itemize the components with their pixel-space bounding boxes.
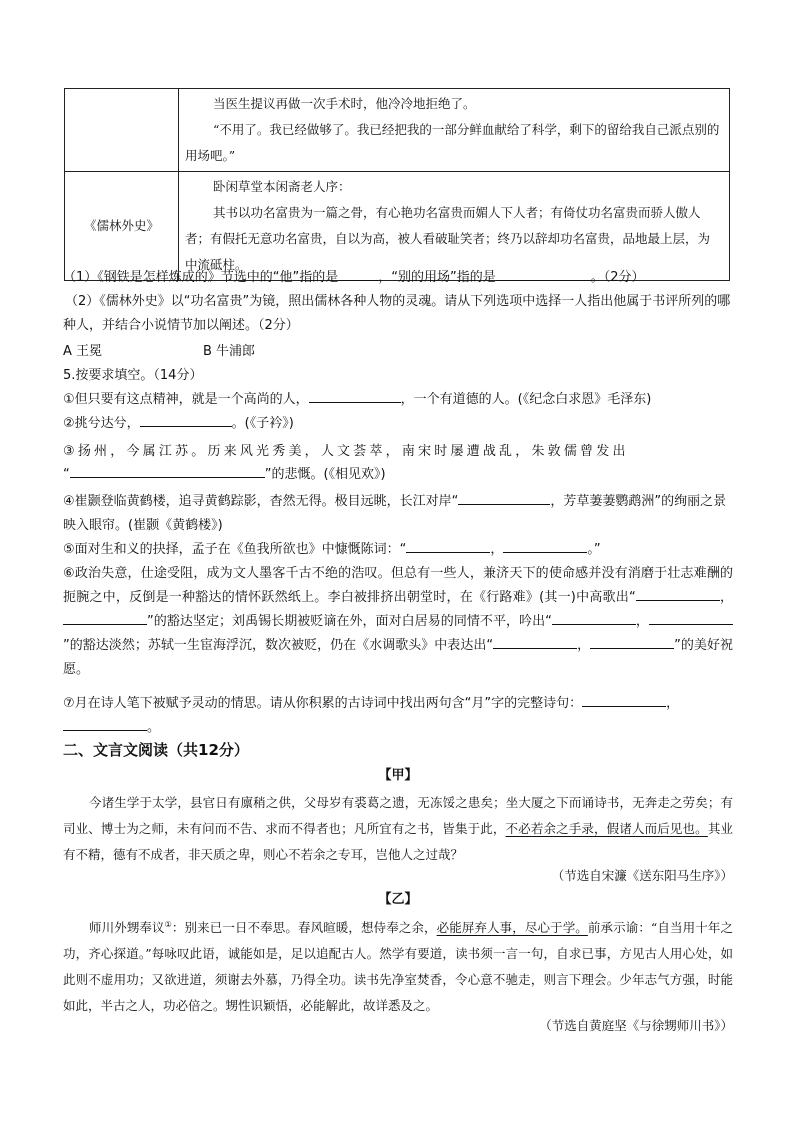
quote-line: “不用了。我已经做够了。我已经把我的一部分鲜血献给了科学，剩下的留给我自己派点别的用场吧。” xyxy=(185,122,720,163)
answer-blank[interactable] xyxy=(406,538,490,553)
q5-item2: ②挑兮达兮， 。(《子衿》) xyxy=(63,412,733,436)
answer-blank[interactable] xyxy=(552,610,636,625)
review-line: 其书以功名富贵为一篇之骨，有心艳功名富贵而媚人下人者；有倚仗功名富贵而骄人傲人者；有假托无意功名富贵，自以为高，被人看破耻笑者；终乃以辞却功名富贵，品地最上层，为中流砥柱。 xyxy=(185,205,711,272)
answer-blank[interactable] xyxy=(338,266,378,281)
table-row xyxy=(65,172,730,281)
review-line: 卧闲草堂本闲斋老人序： xyxy=(213,179,351,194)
q4-sub1: （1）《钢铁是怎样炼成的》节选中的“他”指的是 ，“别的用场”指的是 。（2分） xyxy=(63,266,733,290)
answer-blank[interactable] xyxy=(309,388,401,403)
answer-blank[interactable] xyxy=(582,692,666,707)
answer-blank[interactable] xyxy=(636,586,720,601)
q5-item7: ⑦月在诗人笔下被赋予灵动的情思。请从你积累的古诗词中找出两句含“月”字的完整诗句： ，。 xyxy=(63,692,733,740)
answer-blank[interactable] xyxy=(590,634,674,649)
answer-blank[interactable] xyxy=(649,610,733,625)
answer-blank[interactable] xyxy=(493,634,577,649)
answer-blank[interactable] xyxy=(503,538,587,553)
answer-blank[interactable] xyxy=(458,490,550,505)
answer-blank[interactable] xyxy=(63,716,147,731)
footnote-marker: ① xyxy=(164,920,172,929)
q5-item6: ⑥政治失意，仕途受阻，成为文人墨客千古不绝的浩叹。但总有一些人，兼济天下的使命感并没有消磨于壮志难酬的扼腕之中，反倒是一种豁达的情怀跃然纸上。李白被排挤出朝堂时，在《行路难》(其一)中高歌出“ ，”的豁达坚定；刘禹锡长期被贬谪在外，面对白居易的同情不平，吟出“ ，”的豁达淡然；苏轼一生宦海浮沉，数次被贬，仍在《水调歌头》中表达出“ ， ”的美好祝愿。 xyxy=(63,566,733,677)
table-cell-empty xyxy=(65,89,179,172)
book-quote-table xyxy=(64,88,730,281)
passage-yi: 师川外甥奉议①：别来已一日不奉思。春风暄暖，想侍奉之余，必能屏弃人事，尽心于学。前承示谕：“自当用十年之功，齐心探道。”每咏叹此语，诚能如是，足以追配古人。然学有要道，读书须一言一句，自求已事，方见古人用心处，如此则不虚用功；又欲进道，须谢去外慕，乃得全功。读书先净室焚香，令心意不驰走，则言下理会。少年志气方强，时能如此，半古之人，功必倍之。甥性识颖悟，必能解此，故详悉及之。 xyxy=(63,920,733,1014)
underlined-sentence: 不必若余之手录，假诸人而后见也。 xyxy=(505,821,708,836)
q5-item3-cont: “ ”的悲慨。(《相见欢》) xyxy=(63,463,733,487)
option-a[interactable]: A 王冕 xyxy=(63,344,103,359)
passage-title-yi: 【乙】 xyxy=(378,892,418,907)
section-heading: 二、文言文阅读（共12分） xyxy=(63,741,249,759)
answer-blank[interactable] xyxy=(63,610,147,625)
table-row xyxy=(65,89,730,172)
passage-jia-source: （节选自宋濂《送东阳马生序》） xyxy=(551,868,733,883)
q5-item4: ④崔颢登临黄鹤楼，追寻黄鹤踪影，杳然无得。极目远眺，长江对岸“ ，芳草萋萋鹦鹉洲”的绚丽之景映入眼帘。(崔颢《黄鹤楼》) xyxy=(63,490,733,538)
table-cell-review xyxy=(179,172,730,281)
passage-jia: 今诸生学于太学，县官日有廪稍之供，父母岁有裘葛之遗，无冻馁之患矣；坐大厦之下而诵诗书，无奔走之劳矣；有司业、博士为之师，未有问而不告、求而不得者也；凡所宜有之书，皆集于此，不必若余之手录，假诸人而后见也。其业有不精，德有不成者，非天质之卑，则心不若余之专耳，岂他人之过哉？ xyxy=(63,795,733,862)
q5-item5: ⑤面对生和义的抉择，孟子在《鱼我所欲也》中慷慨陈词：“ ， 。” xyxy=(63,538,733,562)
passage-yi-source: （节选自黄庭坚《与徐甥师川书》） xyxy=(539,1018,733,1033)
underlined-sentence: 必能屏弃人事，尽心于学。 xyxy=(436,920,588,936)
q5-title: 5.按要求填空。（14分） xyxy=(63,368,203,383)
table-cell-quote xyxy=(179,89,730,172)
q4-options xyxy=(63,340,733,364)
answer-blank[interactable] xyxy=(70,463,265,478)
passage-title-jia: 【甲】 xyxy=(378,768,418,783)
book-title: 《儒林外史》 xyxy=(65,172,179,281)
quote-line: 当医生提议再做一次手术时，他冷冷地拒绝了。 xyxy=(213,96,476,111)
option-b[interactable]: B 牛浦郎 xyxy=(203,344,256,359)
q5-item1: ①但只要有这点精神，就是一个高尚的人， ，一个有道德的人。(《纪念白求恩》毛泽东) xyxy=(63,388,733,412)
answer-blank[interactable] xyxy=(496,266,591,281)
answer-blank[interactable] xyxy=(140,412,232,427)
q4-sub2: （2）《儒林外史》以“功名富贵”为镜，照出儒林各种人物的灵魂。请从下列选项中选择一人指出他属于书评所列的哪种人，并结合小说情节加以阐述。（2分） xyxy=(63,294,731,333)
q5-item3: ③扬州，今属江苏。历来风光秀美，人文荟萃，南宋时屡遭战乱，朱敦儒曾发出 xyxy=(63,444,629,459)
